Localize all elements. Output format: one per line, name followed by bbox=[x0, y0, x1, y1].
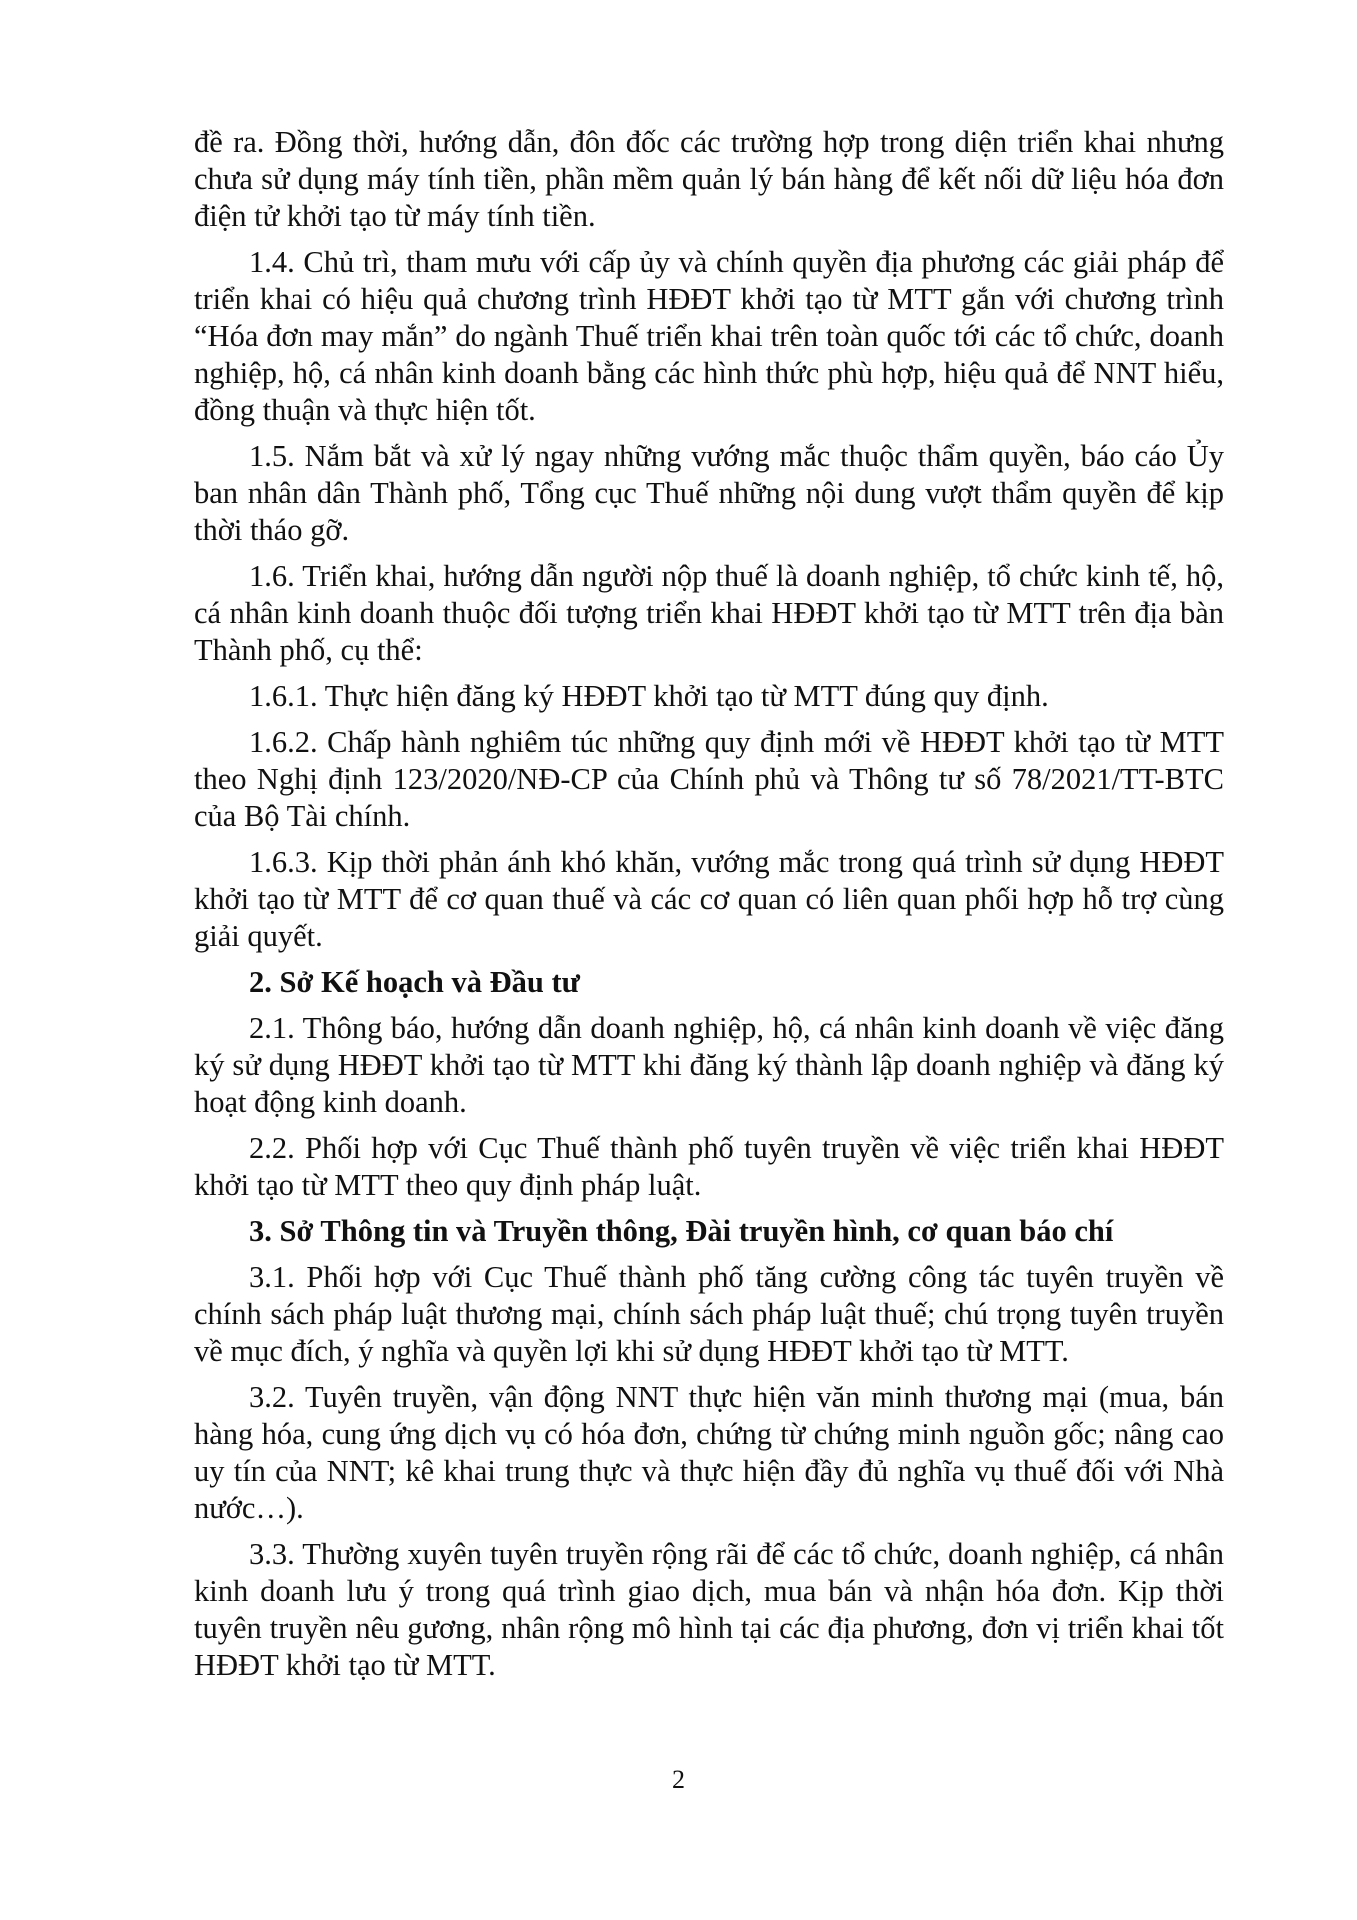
paragraph-1-5: 1.5. Nắm bắt và xử lý ngay những vướng mắc thuộc thẩm quyền, báo cáo Ủy ban nhân dân Thành phố, Tổng cục Thuế những nội dung vượt thẩm quyền để kịp thời tháo gỡ. bbox=[194, 439, 1224, 547]
paragraph-2-1: 2.1. Thông báo, hướng dẫn doanh nghiệp, hộ, cá nhân kinh doanh về việc đăng ký sử dụng HĐĐT khởi tạo từ MTT khi đăng ký thành lập doanh nghiệp và đăng ký hoạt động kinh doanh. bbox=[194, 1011, 1224, 1119]
section-heading-2: 2. Sở Kế hoạch và Đầu tư bbox=[249, 965, 580, 999]
paragraph-continuation: đề ra. Đồng thời, hướng dẫn, đôn đốc các trường hợp trong diện triển khai nhưng chưa sử dụng máy tính tiền, phần mềm quản lý bán hàng để kết nối dữ liệu hóa đơn điện tử khởi tạo từ máy tính tiền. bbox=[194, 125, 1224, 233]
paragraph-1-6-3: 1.6.3. Kịp thời phản ánh khó khăn, vướng mắc trong quá trình sử dụng HĐĐT khởi tạo từ MTT để cơ quan thuế và các cơ quan có liên quan phối hợp hỗ trợ cùng giải quyết. bbox=[194, 845, 1224, 953]
paragraph-1-6: 1.6. Triển khai, hướng dẫn người nộp thuế là doanh nghiệp, tổ chức kinh tế, hộ, cá nhân kinh doanh thuộc đối tượng triển khai HĐĐT khởi tạo từ MTT trên địa bàn Thành phố, cụ thể: bbox=[194, 559, 1224, 667]
paragraph-3-3: 3.3. Thường xuyên tuyên truyền rộng rãi để các tổ chức, doanh nghiệp, cá nhân kinh doanh lưu ý trong quá trình giao dịch, mua bán và nhận hóa đơn. Kịp thời tuyên truyền nêu gương, nhân rộng mô hình tại các địa phương, đơn vị triển khai tốt HĐĐT khởi tạo từ MTT. bbox=[194, 1537, 1224, 1682]
document-page-body bbox=[194, 124, 1224, 1693]
paragraph-1-6-2: 1.6.2. Chấp hành nghiêm túc những quy định mới về HĐĐT khởi tạo từ MTT theo Nghị định 123/2020/NĐ-CP của Chính phủ và Thông tư số 78/2021/TT-BTC của Bộ Tài chính. bbox=[194, 725, 1224, 833]
page-number: 2 bbox=[672, 1765, 685, 1794]
section-heading-3: 3. Sở Thông tin và Truyền thông, Đài truyền hình, cơ quan báo chí bbox=[249, 1214, 1114, 1248]
paragraph-3-2: 3.2. Tuyên truyền, vận động NNT thực hiện văn minh thương mại (mua, bán hàng hóa, cung ứng dịch vụ có hóa đơn, chứng từ chứng minh nguồn gốc; nâng cao uy tín của NNT; kê khai trung thực và thực hiện đầy đủ nghĩa vụ thuế đối với Nhà nước…). bbox=[194, 1380, 1224, 1525]
paragraph-3-1: 3.1. Phối hợp với Cục Thuế thành phố tăng cường công tác tuyên truyền về chính sách pháp luật thương mại, chính sách pháp luật thuế; chú trọng tuyên truyền về mục đích, ý nghĩa và quyền lợi khi sử dụng HĐĐT khởi tạo từ MTT. bbox=[194, 1260, 1224, 1368]
paragraph-1-4: 1.4. Chủ trì, tham mưu với cấp ủy và chính quyền địa phương các giải pháp để triển khai có hiệu quả chương trình HĐĐT khởi tạo từ MTT gắn với chương trình “Hóa đơn may mắn” do ngành Thuế triển khai trên toàn quốc tới các tổ chức, doanh nghiệp, hộ, cá nhân kinh doanh bằng các hình thức phù hợp, hiệu quả để NNT hiểu, đồng thuận và thực hiện tốt. bbox=[194, 245, 1224, 427]
paragraph-1-6-1: 1.6.1. Thực hiện đăng ký HĐĐT khởi tạo từ MTT đúng quy định. bbox=[249, 679, 1049, 713]
paragraph-2-2: 2.2. Phối hợp với Cục Thuế thành phố tuyên truyền về việc triển khai HĐĐT khởi tạo từ MTT theo quy định pháp luật. bbox=[194, 1131, 1224, 1202]
